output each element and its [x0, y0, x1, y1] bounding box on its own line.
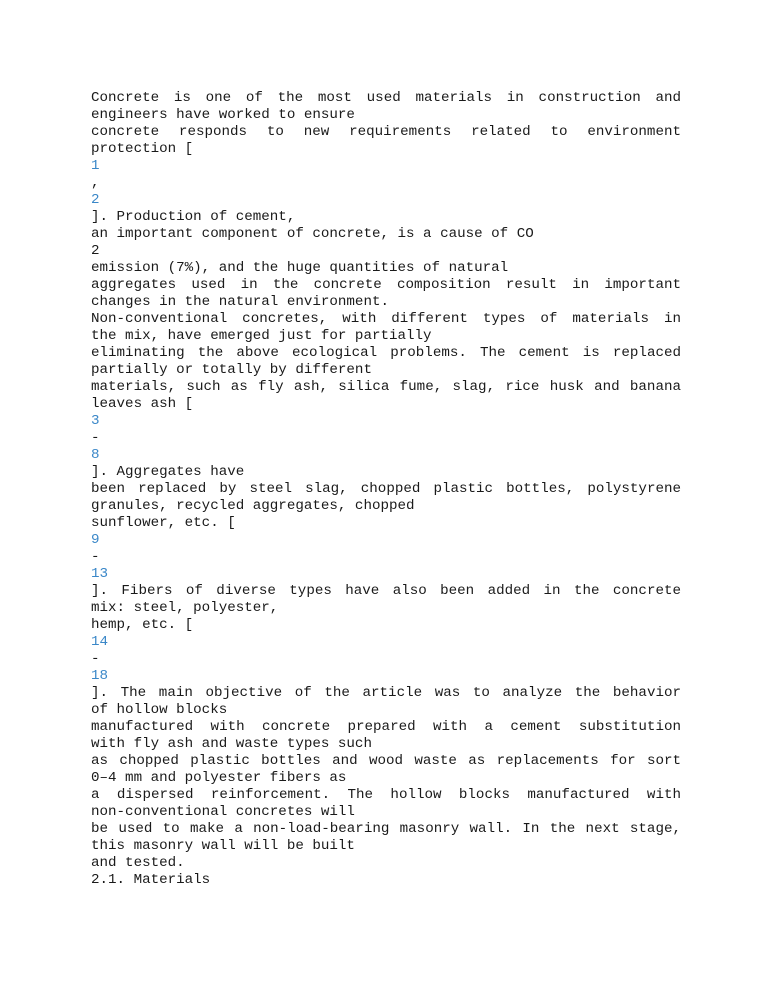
- text-line: changes in the natural environment.: [91, 294, 389, 310]
- text-line: ,: [91, 175, 100, 191]
- text-line: hemp, etc. [: [91, 617, 194, 633]
- text-line: granules, recycled aggregates, chopped: [91, 498, 415, 514]
- citation-link[interactable]: 18: [91, 668, 109, 684]
- text-line: -: [91, 651, 100, 667]
- text-line: Concrete is one of the most used materials in construction and: [91, 90, 681, 106]
- citation-link[interactable]: 9: [91, 532, 100, 548]
- text-line: mix: steel, polyester,: [91, 600, 279, 616]
- text-line: be used to make a non-load-bearing masonry wall. In the next stage,: [91, 821, 681, 837]
- text-line: 2: [91, 243, 100, 259]
- text-line: ]. Fibers of diverse types have also been added in the concrete: [91, 583, 681, 599]
- text-line: protection [: [91, 141, 194, 157]
- text-line: eliminating the above ecological problems. The cement is replaced: [91, 345, 681, 361]
- text-line: 2.1. Materials: [91, 872, 211, 888]
- text-line: ]. Production of cement,: [91, 209, 296, 225]
- citation-link[interactable]: 14: [91, 634, 109, 650]
- text-line: aggregates used in the concrete composition result in important: [91, 277, 681, 293]
- citation-link[interactable]: 2: [91, 192, 100, 208]
- text-line: ]. Aggregates have: [91, 464, 245, 480]
- text-line: materials, such as fly ash, silica fume, slag, rice husk and banana: [91, 379, 681, 395]
- text-line: leaves ash [: [91, 396, 194, 412]
- text-line: engineers have worked to ensure: [91, 107, 355, 123]
- text-line: manufactured with concrete prepared with a cement substitution: [91, 719, 681, 735]
- text-line: -: [91, 549, 100, 565]
- text-line: an important component of concrete, is a cause of CO: [91, 226, 534, 242]
- text-line: -: [91, 430, 100, 446]
- text-line: emission (7%), and the huge quantities of natural: [91, 260, 509, 276]
- text-line: this masonry wall will be built: [91, 838, 355, 854]
- text-line: a dispersed reinforcement. The hollow blocks manufactured with: [91, 787, 681, 803]
- text-line: and tested.: [91, 855, 185, 871]
- text-line: 0–4 mm and polyester fibers as: [91, 770, 347, 786]
- citation-link[interactable]: 8: [91, 447, 100, 463]
- text-line: been replaced by steel slag, chopped plastic bottles, polystyrene: [91, 481, 681, 497]
- citation-link[interactable]: 13: [91, 566, 109, 582]
- text-line: non-conventional concretes will: [91, 804, 355, 820]
- text-line: concrete responds to new requirements related to environment: [91, 124, 681, 140]
- text-line: sunflower, etc. [: [91, 515, 236, 531]
- text-line: as chopped plastic bottles and wood waste as replacements for sort: [91, 753, 681, 769]
- text-line: partially or totally by different: [91, 362, 372, 378]
- text-line: with fly ash and waste types such: [91, 736, 372, 752]
- text-line: of hollow blocks: [91, 702, 228, 718]
- citation-link[interactable]: 1: [91, 158, 100, 174]
- text-line: Non-conventional concretes, with different types of materials in: [91, 311, 681, 327]
- citation-link[interactable]: 3: [91, 413, 100, 429]
- text-line: ]. The main objective of the article was to analyze the behavior: [91, 685, 681, 701]
- document-body: [91, 90, 681, 889]
- text-line: the mix, have emerged just for partially: [91, 328, 432, 344]
